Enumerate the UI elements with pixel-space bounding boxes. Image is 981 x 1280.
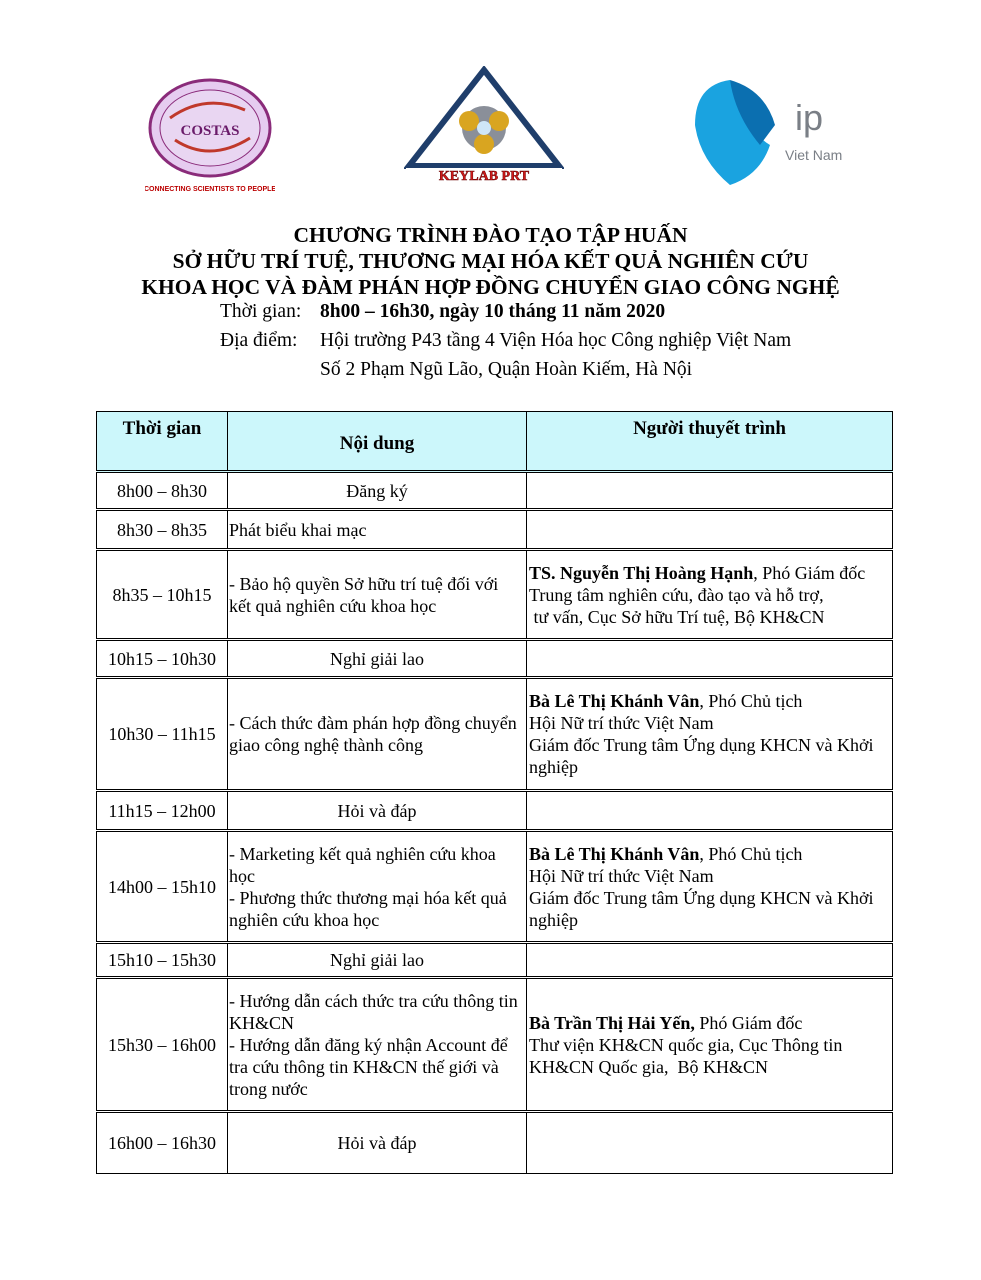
place-line-2: Số 2 Phạm Ngũ Lão, Quận Hoàn Kiếm, Hà Nội	[320, 359, 693, 380]
row-content	[228, 550, 527, 640]
header-content: Nội dung	[228, 412, 527, 472]
row-time: 10h30 – 11h15	[97, 678, 228, 791]
table-row	[97, 831, 893, 943]
row-content	[228, 943, 527, 978]
content-line: - Marketing kết quả nghiên cứu khoa học	[229, 843, 496, 886]
title-line-3: KHOA HỌC VÀ ĐÀM PHÁN HỢP ĐỒNG CHUYỂN GIAO CÔNG NGHỆ	[141, 275, 840, 299]
content-line: - Hướng dẫn đăng ký nhận Account để tra cứu thông tin KH&CN thế giới và trong nước	[229, 1034, 508, 1099]
presenter-title: , Phó Giám đốc	[753, 562, 866, 583]
row-time: 11h15 – 12h00	[97, 791, 228, 831]
content-line: - Phương thức thương mại hóa kết quả nghiên cứu khoa học	[229, 887, 507, 930]
table-row	[97, 472, 893, 510]
title-line-2: SỞ HỮU TRÍ TUỆ, THƯƠNG MẠI HÓA KẾT QUẢ NGHIÊN CỨU	[172, 249, 809, 273]
row-content	[228, 510, 527, 550]
content-line: Đăng ký	[346, 480, 408, 501]
row-content	[228, 791, 527, 831]
table-row	[97, 640, 893, 678]
presenter-title: , Phó Chủ tịch	[699, 691, 803, 711]
content-line: Phát biểu khai mạc	[229, 519, 367, 540]
presenter-name: Bà Trần Thị Hải Yến,	[529, 1012, 695, 1033]
place-label: Địa điểm:	[220, 330, 298, 351]
presenter-line: tư vấn, Cục Sở hữu Trí tuệ, Bộ KH&CN	[529, 606, 825, 627]
time-value: 8h00 – 16h30, ngày 10 tháng 11 năm 2020	[320, 301, 666, 322]
row-presenter	[527, 640, 893, 678]
row-time: 10h15 – 10h30	[97, 640, 228, 678]
row-presenter	[527, 978, 893, 1112]
time-label: Thời gian:	[220, 301, 302, 322]
presenter-line: Giám đốc Trung tâm Ứng dụng KHCN và Khởi nghiệp	[529, 887, 878, 930]
presenter-line: Trung tâm nghiên cứu, đào tạo và hỗ trợ,	[529, 584, 824, 605]
header-presenter: Người thuyết trình	[527, 412, 893, 472]
content-line: Hỏi và đáp	[337, 800, 417, 821]
costas-logo	[145, 78, 275, 196]
row-content	[228, 678, 527, 791]
row-content	[228, 831, 527, 943]
content-line: - Hướng dẫn cách thức tra cứu thông tin KH&CN	[229, 990, 518, 1033]
row-time: 15h10 – 15h30	[97, 943, 228, 978]
presenter-line: Thư viện KH&CN quốc gia, Cục Thông tin	[529, 1034, 843, 1055]
presenter-line: KH&CN Quốc gia, Bộ KH&CN	[529, 1056, 768, 1077]
row-content	[228, 1112, 527, 1174]
presenter-name: Bà Lê Thị Khánh Vân	[529, 691, 700, 711]
table-row	[97, 978, 893, 1112]
schedule-table	[96, 411, 893, 1174]
row-presenter	[527, 791, 893, 831]
row-presenter	[527, 831, 893, 943]
presenter-line: Giám đốc Trung tâm Ứng dụng KHCN và Khởi nghiệp	[529, 735, 878, 777]
svg-text:ip: ip	[795, 97, 824, 138]
svg-text:COSTAS: COSTAS	[180, 123, 240, 139]
table-row	[97, 678, 893, 791]
place-line-1: Hội trường P43 tầng 4 Viện Hóa học Công nghiệp Việt Nam	[320, 330, 792, 351]
header-time: Thời gian	[97, 412, 228, 472]
row-presenter	[527, 550, 893, 640]
row-content	[228, 472, 527, 510]
row-time: 8h30 – 8h35	[97, 510, 228, 550]
presenter-title: , Phó Chủ tịch	[699, 843, 803, 864]
table-row	[97, 510, 893, 550]
row-time: 8h00 – 8h30	[97, 472, 228, 510]
row-presenter	[527, 678, 893, 791]
table-header-row	[97, 412, 893, 472]
content-line: Nghỉ giải lao	[330, 648, 424, 669]
row-time: 15h30 – 16h00	[97, 978, 228, 1112]
content-line: Hỏi và đáp	[337, 1133, 417, 1153]
presenter-name: TS. Nguyễn Thị Hoàng Hạnh	[529, 562, 754, 583]
keylab-logo	[404, 66, 564, 184]
svg-text:CONNECTING SCIENTISTS TO PEOPL: CONNECTING SCIENTISTS TO PEOPLE	[145, 186, 275, 193]
ip-vietnam-logo	[690, 75, 850, 190]
content-line: - Bảo hộ quyền Sở hữu trí tuệ đối với kết quả nghiên cứu khoa học	[229, 573, 499, 616]
row-content	[228, 978, 527, 1112]
row-time: 14h00 – 15h10	[97, 831, 228, 943]
table-row	[97, 943, 893, 978]
row-content	[228, 640, 527, 678]
row-time: 8h35 – 10h15	[97, 550, 228, 640]
presenter-line: Hội Nữ trí thức Việt Nam	[529, 713, 714, 733]
svg-text:KEYLAB PRT: KEYLAB PRT	[438, 169, 530, 184]
table-row	[97, 550, 893, 640]
row-presenter	[527, 943, 893, 978]
presenter-title: Phó Giám đốc	[694, 1012, 803, 1033]
row-time: 16h00 – 16h30	[97, 1112, 228, 1174]
svg-text:Viet Nam: Viet Nam	[785, 147, 843, 163]
row-presenter	[527, 1112, 893, 1174]
table-row	[97, 791, 893, 831]
content-line: - Cách thức đàm phán hợp đồng chuyển giao công nghệ thành công	[229, 713, 517, 755]
content-line: Nghỉ giải lao	[330, 950, 424, 970]
row-presenter	[527, 510, 893, 550]
presenter-line: Hội Nữ trí thức Việt Nam	[529, 865, 714, 886]
presenter-name: Bà Lê Thị Khánh Vân	[529, 843, 700, 864]
title-line-1: CHƯƠNG TRÌNH ĐÀO TẠO TẬP HUẤN	[293, 223, 688, 247]
table-row	[97, 1112, 893, 1174]
row-presenter	[527, 472, 893, 510]
